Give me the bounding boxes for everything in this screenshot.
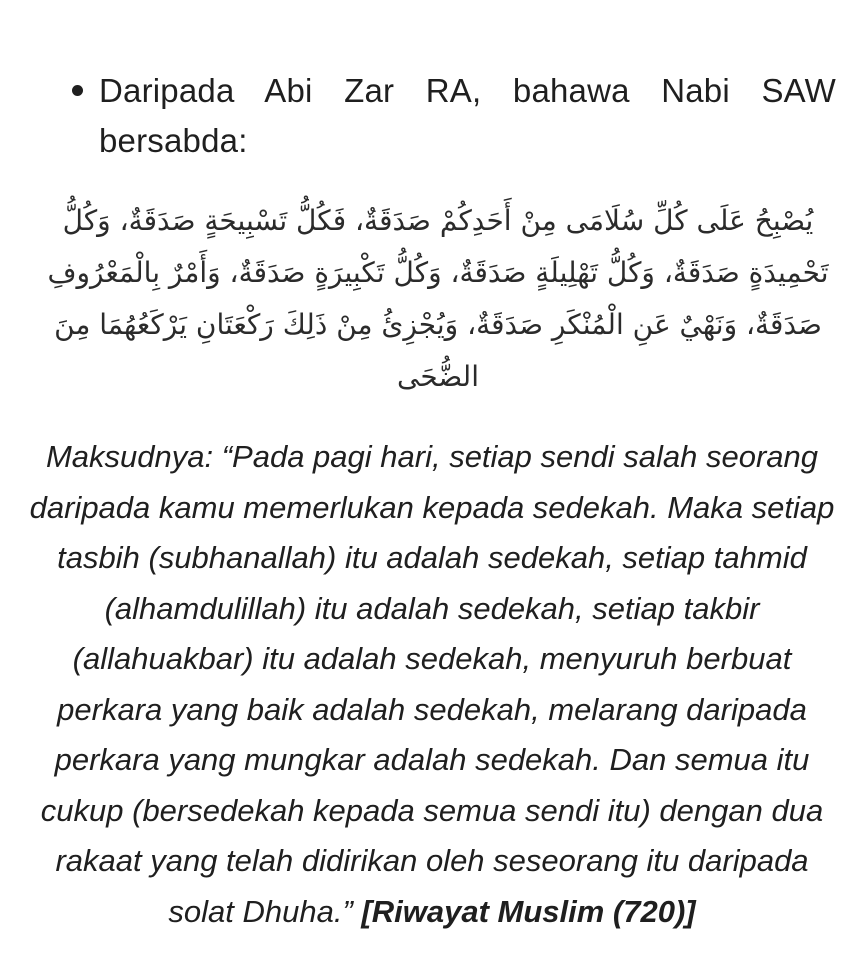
hadith-citation: [Riwayat Muslim (720)] — [361, 893, 696, 929]
bullet-list-item — [64, 66, 836, 166]
narrator-intro: Daripada Abi Zar RA, bahawa Nabi SAW bersabda: — [99, 72, 836, 159]
translation-text: Maksudnya: “Pada pagi hari, setiap sendi salah seorang daripada kamu memerlukan kepada sedekah. Maka setiap tasbih (subhanallah) itu adalah sedekah, setiap tahmid (alhamdulillah) itu adalah sedekah, setiap takbir (allahuakbar) itu adalah sedekah, menyuruh berbuat perkara yang baik adalah sedekah, melarang daripada perkara yang mungkar adalah sedekah. Dan semua itu cukup (bersedekah kepada semua sendi itu) dengan dua rakaat yang telah didirikan oleh seseorang itu daripada solat Dhuha.” — [29, 439, 835, 929]
hadith-translation — [24, 432, 840, 937]
hadith-arabic-text: يُصْبِحُ عَلَى كُلِّ سُلَامَى مِنْ أَحَدِكُمْ صَدَقَةٌ، فَكُلُّ تَسْبِيحَةٍ صَدَقَةٌ، وَكُلُّ تَحْمِيدَةٍ صَدَقَةٌ، وَكُلُّ تَهْلِيلَةٍ صَدَقَةٌ، وَكُلُّ تَكْبِيرَةٍ صَدَقَةٌ، وَأَمْرٌ بِالْمَعْرُوفِ صَدَقَةٌ، وَنَهْيٌ عَنِ الْمُنْكَرِ صَدَقَةٌ، وَيُجْزِئُ مِنْ ذَلِكَ رَكْعَتَانِ يَرْكَعُهُمَا مِنَ الضُّحَى — [47, 204, 829, 393]
bullet-dot-icon — [72, 85, 83, 96]
